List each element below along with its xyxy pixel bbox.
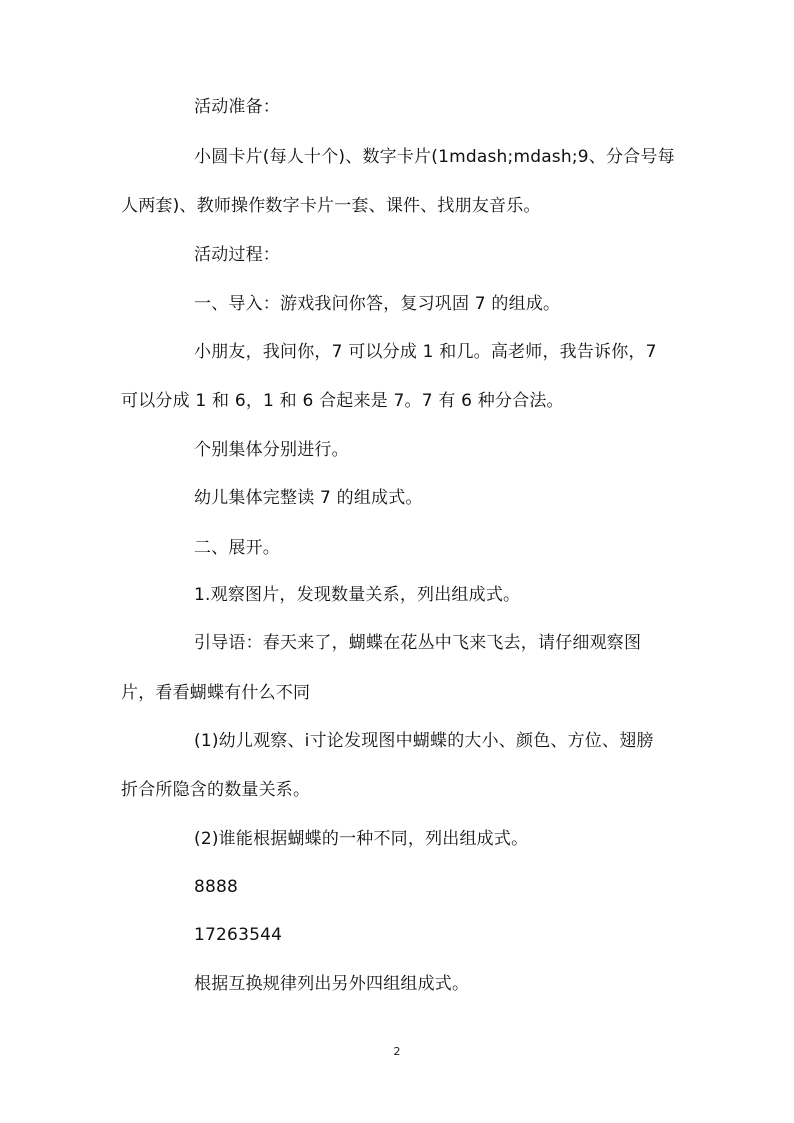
paragraph-line: 1.观察图片，发现数量关系，列出组成式。 <box>194 585 521 605</box>
paragraph-line: 人两套)、教师操作数字卡片一套、课件、找朋友音乐。 <box>121 196 541 216</box>
page-number: 2 <box>393 1045 401 1058</box>
section-heading-expand: 二、展开。 <box>194 538 280 558</box>
paragraph-line: (2)谁能根据蝴蝶的一种不同，列出组成式。 <box>194 829 529 849</box>
paragraph-line: 小朋友，我问你，7 可以分成 1 和几。高老师，我告诉你，7 <box>194 342 657 362</box>
paragraph-line: 一、导入：游戏我问你答，复习巩固 7 的组成。 <box>194 294 561 314</box>
paragraph-line: 引导语：春天来了，蝴蝶在花丛中飞来飞去，请仔细观察图 <box>194 633 642 653</box>
paragraph-line: 幼儿集体完整读 7 的组成式。 <box>194 488 423 508</box>
section-heading-preparation: 活动准备： <box>194 97 280 117</box>
paragraph-line: 片，看看蝴蝶有什么不同 <box>121 683 311 703</box>
paragraph-line: (1)幼儿观察、i寸论发现图中蝴蝶的大小、颜色、方位、翅膀 <box>194 731 654 751</box>
number-sequence-line: 8888 <box>194 877 239 897</box>
section-heading-process: 活动过程： <box>194 245 280 265</box>
paragraph-line: 小圆卡片(每人十个)、数字卡片(1mdash;mdash;9、分合号每 <box>194 147 675 167</box>
paragraph-line: 根据互换规律列出另外四组组成式。 <box>194 974 470 994</box>
number-sequence-line: 17263544 <box>194 925 283 945</box>
paragraph-line: 个别集体分别进行。 <box>194 440 349 460</box>
paragraph-line: 折合所隐含的数量关系。 <box>121 780 311 800</box>
paragraph-line: 可以分成 1 和 6，1 和 6 合起来是 7。7 有 6 种分合法。 <box>121 391 564 411</box>
